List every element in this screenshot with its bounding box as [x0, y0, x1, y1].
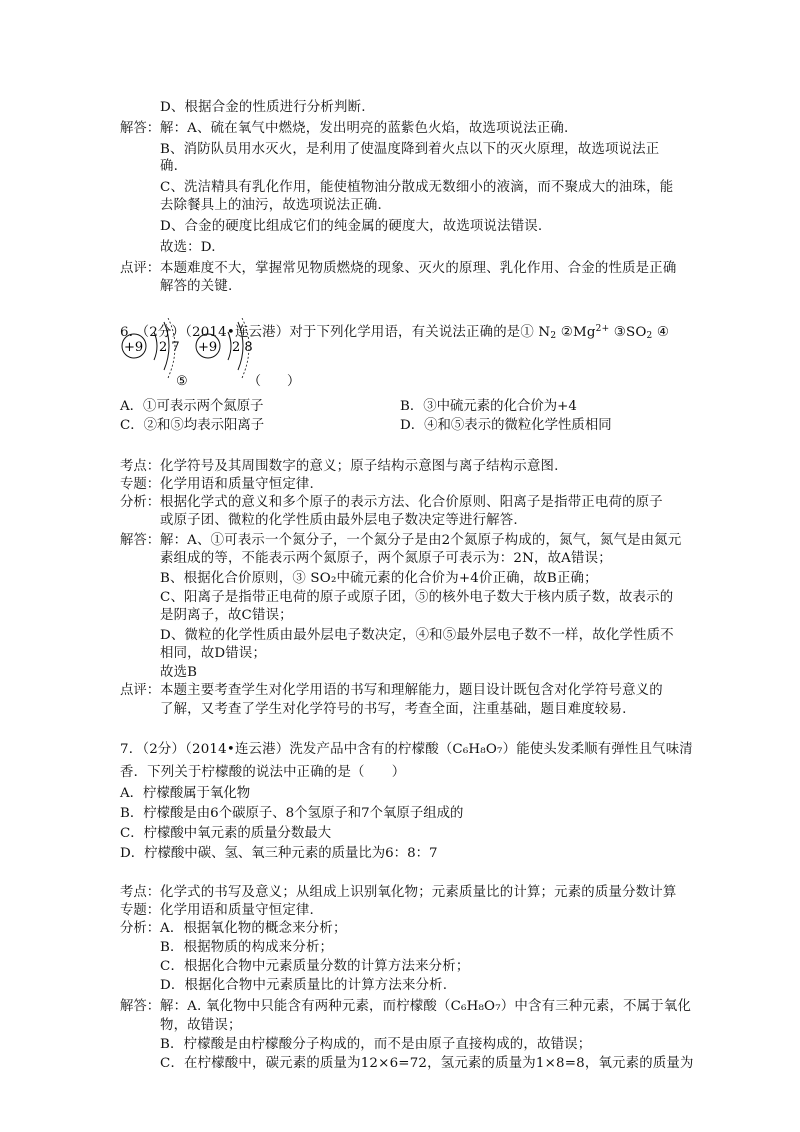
prev-answer-line: C、洗洁精具有乳化作用，能使植物油分散成无数细小的液滴，而不聚成大的油珠，能	[160, 180, 674, 195]
prev-review-label: 点评：	[120, 261, 161, 276]
q6-option-c: C．②和⑤均表示阳离子	[120, 418, 265, 433]
prev-review-line: 解答的关键.	[160, 279, 233, 294]
q7-jieda-line: B．柠檬酸是由柠檬酸分子构成的，而不是由原子直接构成的，故错误；	[160, 1037, 592, 1052]
q6-dianping-line: 了解，又考查了学生对化学符号的书写，考查全面，注重基础，题目难度较易.	[160, 702, 627, 717]
diagram-label-5: ⑤	[176, 374, 188, 389]
q6-fenxi-line: 根据化学式的意义和多个原子的表示方法、化合价原则、阳离子是指带正电荷的原子	[160, 495, 663, 510]
atomic-structure-diagram	[118, 318, 318, 390]
prev-answer-line: D、合金的硬度比组成它们的纯金属的硬度大，故选项说法错误.	[160, 219, 543, 234]
q6-jieda-line: 故选B	[160, 665, 198, 680]
q6-jieda-line: C、阳离子是指带正电荷的原子或原子团，⑤的核外电子数大于核内质子数，故表示的	[160, 590, 674, 605]
q6-stem: 6．（2分）（2014•连云港）对于下列化学用语，有关说法正确的是① $N_2$ $②Mg^{2+}$ $③SO_2$ ④	[120, 324, 670, 341]
q6-jieda-line: 相同，故D错误；	[160, 646, 267, 661]
q6-zhuanti-text: 化学用语和质量守恒定律.	[160, 477, 314, 492]
q6-fenxi-line: 或原子团、微粒的化学性质由最外层电子数决定等进行解答.	[160, 513, 518, 528]
q7-option-c: C．柠檬酸中氧元素的质量分数最大	[120, 826, 332, 841]
q7-fenxi-label: 分析：	[120, 921, 161, 936]
prev-answer-line: B、消防队员用水灭火，是利用了使温度降到着火点以下的灭火原理，故选项说法正	[160, 142, 660, 157]
q6-jieda-line: 是阴离子，故C错误；	[160, 608, 293, 623]
q6-kaodian-text: 化学符号及其周围数字的意义；原子结构示意图与离子结构示意图.	[160, 459, 559, 474]
q7-stem: 香．下列关于柠檬酸的说法中正确的是（ ）	[120, 765, 406, 780]
answer-paren: （ ）	[248, 374, 301, 389]
q6-jieda-label: 解答：	[120, 533, 161, 548]
q6-jieda-line: D、微粒的化学性质由最外层电子数决定，④和⑤最外层电子数不一样，故化学性质不	[160, 628, 674, 643]
q7-stem: 7．（2分）（2014•连云港）洗发产品中含有的柠檬酸（C₆H₈O₇）能使头发柔顺有弹性且气味清	[120, 742, 693, 757]
q7-fenxi-line: C．根据化合物中元素质量分数的计算方法来分析；	[160, 959, 470, 974]
q6-option-a: A．①可表示两个氮原子	[120, 399, 264, 414]
q7-jieda-line: C．在柠檬酸中，碳元素的质量为12×6=72，氢元素的质量为1×8=8，氧元素的质量为	[160, 1056, 694, 1071]
q7-kaodian-text: 化学式的书写及意义；从组成上识别氧化物；元素质量比的计算；元素的质量分数计算	[160, 885, 677, 900]
q6-kaodian-label: 考点：	[120, 459, 161, 474]
q7-option-a: A．柠檬酸属于氧化物	[120, 786, 251, 801]
q7-zhuanti-text: 化学用语和质量守恒定律.	[160, 903, 314, 918]
electron-shells-left: 2 7	[159, 340, 180, 355]
shell-arc	[228, 332, 231, 360]
prev-answer-line: 去除餐具上的油污，故选项说法正确.	[160, 198, 382, 213]
shell-arc	[154, 332, 157, 360]
q6-jieda-line: 素组成的等，不能表示两个氮原子，两个氮原子可表示为：2N，故A错误；	[160, 551, 612, 566]
nucleus-label-right: +9	[198, 340, 218, 355]
prev-answer-line: 解：A、硫在氧气中燃烧，发出明亮的蓝紫色火焰，故选项说法正确.	[160, 121, 569, 136]
q7-zhuanti-label: 专题：	[120, 903, 161, 918]
q6-zhuanti-label: 专题：	[120, 477, 161, 492]
prev-option-d-analysis: D、根据合金的性质进行分析判断.	[160, 100, 366, 115]
prev-review-line: 本题难度不大，掌握常见物质燃烧的现象、灭火的原理、乳化作用、合金的性质是正确	[160, 261, 677, 276]
q7-fenxi-line: A．根据氧化物的概念来分析；	[160, 921, 347, 936]
q7-fenxi-line: D．根据化合物中元素质量比的计算方法来分析.	[160, 978, 448, 993]
q7-jieda-line: 物，故错误；	[160, 1018, 242, 1033]
q6-jieda-line: B、根据化合价原则，③ SO₂中硫元素的化合价为+4价正确，故B正确；	[160, 571, 598, 586]
prev-answer-label: 解答：	[120, 121, 161, 136]
q6-fenxi-label: 分析：	[120, 495, 161, 510]
q6-option-d: D．④和⑤表示的微粒化学性质相同	[400, 418, 612, 433]
q7-jieda-label: 解答：	[120, 999, 161, 1014]
q7-option-d: D．柠檬酸中碳、氢、氧三种元素的质量比为6：8：7	[120, 846, 438, 861]
q6-option-b: B．③中硫元素的化合价为+4	[400, 399, 577, 414]
q7-kaodian-label: 考点：	[120, 885, 161, 900]
prev-answer-line: 故选：D.	[160, 240, 216, 255]
prev-answer-line: 确.	[160, 159, 179, 174]
q7-fenxi-line: B．根据物质的构成来分析；	[160, 940, 334, 955]
q6-dianping-line: 本题主要考查学生对化学用语的书写和理解能力，题目设计既包含对化学符号意义的	[160, 683, 663, 698]
electron-shells-right: 2 8	[232, 340, 253, 355]
q6-jieda-line: 解：A、①可表示一个氮分子，一个氮分子是由2个氮原子构成的，氮气，氮气是由氮元	[160, 533, 682, 548]
q6-dianping-label: 点评：	[120, 683, 161, 698]
q7-option-b: B．柠檬酸是由6个碳原子、8个氢原子和7个氧原子组成的	[120, 806, 464, 821]
nucleus-label-left: +9	[124, 340, 144, 355]
q7-jieda-line: 解：A. 氧化物中只能含有两种元素，而柠檬酸（C₆H₈O₇）中含有三种元素，不属于氧化	[160, 999, 692, 1014]
